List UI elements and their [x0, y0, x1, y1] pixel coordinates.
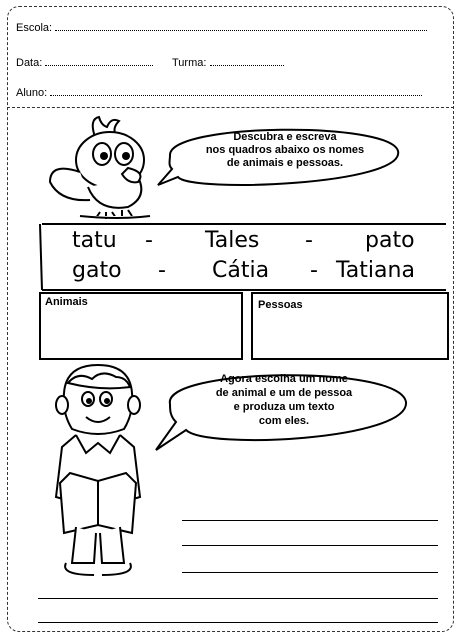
speech1-line-2: nos quadros abaixo os nomes — [205, 144, 365, 156]
writing-line-4[interactable] — [38, 598, 438, 599]
word-tales: Tales — [205, 228, 260, 253]
word-gato: gato — [72, 258, 122, 283]
writing-line-2[interactable] — [182, 545, 438, 546]
speech2-line-1: Agora escolha um nome — [220, 373, 348, 385]
word-dash-4: - — [310, 258, 318, 283]
school-line[interactable] — [55, 20, 427, 31]
speech1-line-3: de animais e pessoas. — [226, 157, 344, 169]
writing-line-3[interactable] — [182, 572, 438, 573]
word-catia: Cátia — [212, 258, 270, 283]
student-label: Aluno: — [16, 87, 48, 99]
speech2-line-3: e produza um texto — [233, 401, 335, 413]
word-dash-3: - — [158, 258, 166, 283]
speech1-text — [190, 131, 380, 170]
word-tatu: tatu — [72, 228, 117, 253]
speech2-text — [184, 372, 384, 428]
speech2-line-2: de animal e um de pessoa — [215, 387, 353, 399]
class-line[interactable] — [210, 55, 284, 66]
word-tatiana: Tatiana — [336, 258, 415, 283]
school-field — [16, 20, 427, 34]
answer-boxes — [36, 290, 456, 365]
speech1-line-1: Descubra e escreva — [233, 131, 337, 143]
date-line[interactable] — [45, 55, 153, 66]
animals-label: Animais — [45, 296, 88, 308]
writing-line-5[interactable] — [38, 622, 438, 623]
date-label: Data: — [16, 57, 43, 69]
speech2-line-4: com eles. — [258, 415, 310, 427]
school-label: Escola: — [16, 22, 53, 34]
bird-cartoon-icon — [40, 112, 160, 222]
date-field — [16, 55, 153, 69]
writing-line-1[interactable] — [182, 520, 438, 521]
class-label: Turma: — [172, 57, 207, 69]
word-pato: pato — [365, 228, 415, 253]
word-dash-1: - — [145, 228, 153, 253]
class-field — [172, 55, 284, 69]
student-field — [16, 85, 422, 99]
header-separator — [7, 107, 454, 108]
people-label: Pessoas — [258, 299, 303, 311]
student-line[interactable] — [50, 85, 422, 96]
boy-reading-cartoon-icon — [36, 363, 161, 578]
word-dash-2: - — [305, 228, 313, 253]
